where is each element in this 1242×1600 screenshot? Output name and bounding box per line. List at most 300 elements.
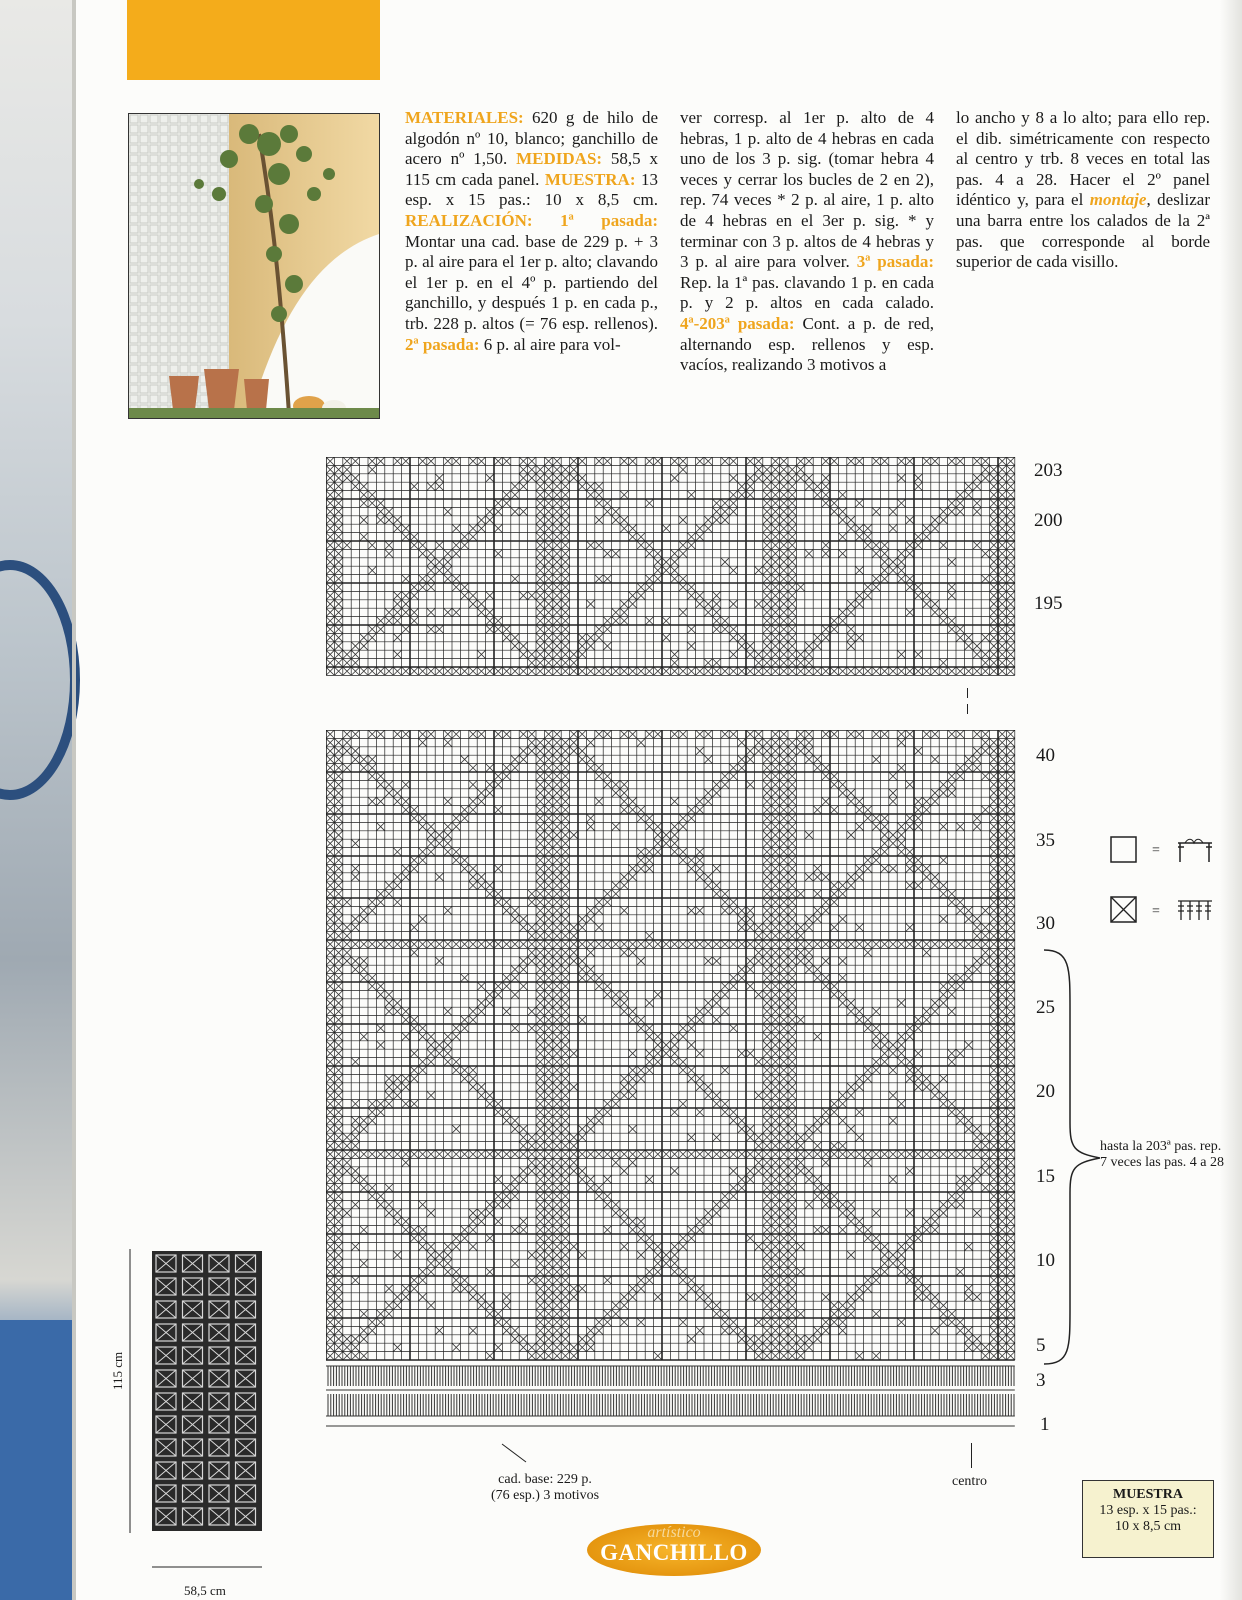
filled-cell bbox=[536, 1049, 544, 1057]
filled-cell bbox=[939, 1310, 947, 1318]
filled-cell bbox=[561, 1343, 569, 1351]
filled-cell bbox=[460, 1276, 468, 1284]
filled-cell bbox=[670, 848, 678, 856]
filled-cell bbox=[326, 806, 334, 814]
filled-cell bbox=[973, 667, 981, 675]
filled-cell bbox=[855, 600, 863, 608]
filled-cell bbox=[561, 1293, 569, 1301]
filled-cell bbox=[704, 999, 712, 1007]
filled-cell bbox=[418, 1226, 426, 1234]
filled-cell bbox=[780, 1268, 788, 1276]
filled-cell bbox=[502, 772, 510, 780]
filled-cell bbox=[393, 730, 401, 738]
filled-cell bbox=[410, 667, 418, 675]
filled-cell bbox=[561, 650, 569, 658]
filled-cell bbox=[847, 1310, 855, 1318]
filled-cell bbox=[729, 1167, 737, 1175]
filled-cell bbox=[914, 474, 922, 482]
filled-cell bbox=[780, 1318, 788, 1326]
filled-cell bbox=[721, 890, 729, 898]
filled-cell bbox=[763, 541, 771, 549]
filled-cell bbox=[578, 633, 586, 641]
filled-cell bbox=[494, 730, 502, 738]
filled-cell bbox=[578, 482, 586, 490]
filled-cell bbox=[948, 1007, 956, 1015]
filled-cell bbox=[326, 848, 334, 856]
filled-cell bbox=[536, 932, 544, 940]
filled-cell bbox=[813, 1032, 821, 1040]
filled-cell bbox=[519, 474, 527, 482]
filled-cell bbox=[788, 764, 796, 772]
filled-cell bbox=[553, 898, 561, 906]
filled-cell bbox=[1006, 881, 1014, 889]
filled-cell bbox=[544, 1007, 552, 1015]
filled-cell bbox=[343, 1335, 351, 1343]
filled-cell bbox=[998, 1200, 1006, 1208]
filled-cell bbox=[519, 1150, 527, 1158]
filled-cell bbox=[696, 1083, 704, 1091]
filled-cell bbox=[687, 1335, 695, 1343]
filled-cell bbox=[847, 1301, 855, 1309]
filled-cell bbox=[939, 940, 947, 948]
filled-cell bbox=[838, 780, 846, 788]
filled-cell bbox=[360, 940, 368, 948]
filled-cell bbox=[351, 482, 359, 490]
filled-cell bbox=[796, 1150, 804, 1158]
filled-cell bbox=[612, 608, 620, 616]
filled-cell bbox=[1006, 1100, 1014, 1108]
filled-cell bbox=[326, 1167, 334, 1175]
centro-label: centro bbox=[952, 1474, 987, 1489]
filled-cell bbox=[679, 940, 687, 948]
filled-cell bbox=[990, 923, 998, 931]
filled-cell bbox=[334, 1158, 342, 1166]
filled-cell bbox=[897, 999, 905, 1007]
filled-cell bbox=[939, 990, 947, 998]
filled-cell bbox=[553, 1074, 561, 1082]
filled-cell bbox=[444, 1268, 452, 1276]
filled-cell bbox=[1006, 1016, 1014, 1024]
filled-cell bbox=[712, 881, 720, 889]
filled-cell bbox=[771, 1142, 779, 1150]
filled-cell bbox=[536, 848, 544, 856]
filled-cell bbox=[763, 806, 771, 814]
filled-cell bbox=[486, 890, 494, 898]
filled-cell bbox=[519, 457, 527, 465]
filled-cell bbox=[402, 524, 410, 532]
filled-cell bbox=[376, 1108, 384, 1116]
filled-cell bbox=[990, 1352, 998, 1360]
filled-cell bbox=[536, 608, 544, 616]
filled-cell bbox=[528, 957, 536, 965]
filled-cell bbox=[872, 1066, 880, 1074]
filled-cell bbox=[956, 1108, 964, 1116]
filled-cell bbox=[813, 965, 821, 973]
filled-cell bbox=[603, 982, 611, 990]
base-chain-note-2: (76 esp.) 3 motivos bbox=[490, 1488, 600, 1503]
filled-cell bbox=[990, 932, 998, 940]
filled-cell bbox=[628, 873, 636, 881]
filled-cell bbox=[704, 1293, 712, 1301]
filled-cell bbox=[326, 772, 334, 780]
filled-cell bbox=[544, 730, 552, 738]
filled-cell bbox=[780, 1133, 788, 1141]
filled-cell bbox=[771, 465, 779, 473]
filled-cell bbox=[460, 1024, 468, 1032]
filled-cell bbox=[561, 856, 569, 864]
filled-cell bbox=[511, 990, 519, 998]
filled-cell bbox=[393, 881, 401, 889]
filled-cell bbox=[561, 923, 569, 931]
filled-cell bbox=[830, 1310, 838, 1318]
filled-cell bbox=[670, 650, 678, 658]
filled-cell bbox=[326, 822, 334, 830]
filled-cell bbox=[612, 667, 620, 675]
filled-cell bbox=[444, 940, 452, 948]
filled-cell bbox=[528, 1276, 536, 1284]
filled-cell bbox=[469, 1150, 477, 1158]
filled-cell bbox=[763, 990, 771, 998]
filled-cell bbox=[780, 600, 788, 608]
filled-cell bbox=[746, 755, 754, 763]
filled-cell bbox=[763, 1049, 771, 1057]
filled-cell bbox=[931, 730, 939, 738]
filled-cell bbox=[906, 575, 914, 583]
filled-cell bbox=[780, 1209, 788, 1217]
filled-cell bbox=[561, 1049, 569, 1057]
filled-cell bbox=[477, 1217, 485, 1225]
filled-cell bbox=[990, 541, 998, 549]
filled-cell bbox=[519, 982, 527, 990]
filled-cell bbox=[763, 1326, 771, 1334]
filled-cell bbox=[410, 1066, 418, 1074]
filled-cell bbox=[351, 659, 359, 667]
filled-cell bbox=[561, 881, 569, 889]
filled-cell bbox=[771, 499, 779, 507]
filled-cell bbox=[444, 575, 452, 583]
filled-cell bbox=[326, 659, 334, 667]
filled-cell bbox=[780, 1066, 788, 1074]
filled-cell bbox=[864, 948, 872, 956]
filled-cell bbox=[956, 730, 964, 738]
filled-cell bbox=[561, 1074, 569, 1082]
filled-cell bbox=[990, 1318, 998, 1326]
filled-cell bbox=[712, 1091, 720, 1099]
filled-cell bbox=[410, 608, 418, 616]
schematic-width-label: 58,5 cm bbox=[184, 1583, 226, 1598]
filled-cell bbox=[494, 864, 502, 872]
filled-cell bbox=[788, 659, 796, 667]
filled-cell bbox=[729, 499, 737, 507]
filled-cell bbox=[998, 1234, 1006, 1242]
filled-cell bbox=[368, 772, 376, 780]
filled-cell bbox=[544, 608, 552, 616]
filled-cell bbox=[948, 890, 956, 898]
filled-cell bbox=[544, 1251, 552, 1259]
filled-cell bbox=[334, 1301, 342, 1309]
filled-cell bbox=[628, 730, 636, 738]
filled-cell bbox=[334, 990, 342, 998]
filled-cell bbox=[469, 780, 477, 788]
filled-cell bbox=[536, 839, 544, 847]
filled-cell bbox=[511, 1125, 519, 1133]
filled-cell bbox=[721, 780, 729, 788]
filled-cell bbox=[536, 856, 544, 864]
filled-cell bbox=[872, 730, 880, 738]
filled-cell bbox=[393, 940, 401, 948]
filled-cell bbox=[326, 499, 334, 507]
filled-cell bbox=[754, 600, 762, 608]
filled-cell bbox=[637, 806, 645, 814]
filled-cell bbox=[990, 1310, 998, 1318]
filled-cell bbox=[486, 1091, 494, 1099]
filled-cell bbox=[326, 524, 334, 532]
filled-cell bbox=[679, 1024, 687, 1032]
filled-cell bbox=[763, 1284, 771, 1292]
filled-cell bbox=[1006, 1259, 1014, 1267]
filled-cell bbox=[872, 1352, 880, 1360]
filled-cell bbox=[570, 1343, 578, 1351]
filled-cell bbox=[637, 1276, 645, 1284]
filled-cell bbox=[570, 948, 578, 956]
filled-cell bbox=[544, 932, 552, 940]
filled-cell bbox=[536, 1217, 544, 1225]
filled-cell bbox=[544, 957, 552, 965]
filled-cell bbox=[553, 965, 561, 973]
filled-cell bbox=[544, 822, 552, 830]
filled-cell bbox=[838, 516, 846, 524]
filled-cell bbox=[1006, 923, 1014, 931]
filled-cell bbox=[780, 1234, 788, 1242]
filled-cell bbox=[1006, 831, 1014, 839]
filled-cell bbox=[780, 507, 788, 515]
filled-cell bbox=[780, 839, 788, 847]
filled-cell bbox=[553, 915, 561, 923]
filled-cell bbox=[704, 1150, 712, 1158]
filled-cell bbox=[628, 1074, 636, 1082]
filled-cell bbox=[351, 457, 359, 465]
filled-cell bbox=[864, 591, 872, 599]
filled-cell bbox=[696, 1293, 704, 1301]
filled-cell bbox=[553, 1284, 561, 1292]
filled-cell bbox=[763, 1200, 771, 1208]
filled-cell bbox=[805, 755, 813, 763]
filled-cell bbox=[544, 755, 552, 763]
filled-cell bbox=[981, 667, 989, 675]
filled-cell bbox=[360, 1310, 368, 1318]
filled-cell bbox=[326, 730, 334, 738]
filled-cell bbox=[771, 797, 779, 805]
filled-cell bbox=[334, 957, 342, 965]
filled-cell bbox=[603, 507, 611, 515]
filled-cell bbox=[754, 1352, 762, 1360]
filled-cell bbox=[544, 1049, 552, 1057]
repeat-brace bbox=[1040, 948, 1100, 1368]
filled-cell bbox=[796, 1142, 804, 1150]
filled-cell bbox=[990, 1032, 998, 1040]
filled-cell bbox=[553, 772, 561, 780]
filled-cell bbox=[981, 948, 989, 956]
filled-cell bbox=[1006, 583, 1014, 591]
filled-cell bbox=[788, 1251, 796, 1259]
filled-cell bbox=[570, 1142, 578, 1150]
filled-cell bbox=[1006, 898, 1014, 906]
filled-cell bbox=[788, 940, 796, 948]
filled-cell bbox=[360, 1150, 368, 1158]
filled-cell bbox=[595, 1108, 603, 1116]
filled-cell bbox=[486, 516, 494, 524]
filled-cell bbox=[687, 1133, 695, 1141]
gauge-line-2: 10 x 8,5 cm bbox=[1114, 1519, 1182, 1534]
filled-cell bbox=[721, 730, 729, 738]
filled-cell bbox=[435, 1251, 443, 1259]
filled-cell bbox=[763, 1100, 771, 1108]
filled-cell bbox=[561, 999, 569, 1007]
filled-cell bbox=[536, 617, 544, 625]
filled-cell bbox=[519, 1343, 527, 1351]
filled-cell bbox=[906, 1150, 914, 1158]
filled-cell bbox=[679, 1268, 687, 1276]
filled-cell bbox=[586, 738, 594, 746]
filled-cell bbox=[788, 667, 796, 675]
filled-cell bbox=[536, 499, 544, 507]
filled-cell bbox=[427, 558, 435, 566]
filled-cell bbox=[855, 1074, 863, 1082]
filled-cell bbox=[544, 1116, 552, 1124]
filled-cell bbox=[796, 730, 804, 738]
filled-cell bbox=[544, 1167, 552, 1175]
filled-cell bbox=[486, 990, 494, 998]
filled-cell bbox=[696, 1108, 704, 1116]
filled-cell bbox=[477, 730, 485, 738]
filled-cell bbox=[990, 898, 998, 906]
filled-cell bbox=[990, 1116, 998, 1124]
filled-cell bbox=[822, 730, 830, 738]
filled-cell bbox=[637, 1016, 645, 1024]
filled-cell bbox=[687, 864, 695, 872]
filled-cell bbox=[990, 1167, 998, 1175]
filled-cell bbox=[822, 940, 830, 948]
filled-cell bbox=[334, 1024, 342, 1032]
filled-cell bbox=[452, 457, 460, 465]
filled-cell bbox=[561, 831, 569, 839]
filled-cell bbox=[326, 1326, 334, 1334]
filled-cell bbox=[334, 1352, 342, 1360]
filled-cell bbox=[897, 1041, 905, 1049]
filled-cell bbox=[553, 1335, 561, 1343]
filled-cell bbox=[561, 797, 569, 805]
filled-cell bbox=[796, 957, 804, 965]
filled-cell bbox=[528, 1133, 536, 1141]
filled-cell bbox=[1006, 948, 1014, 956]
filled-cell bbox=[620, 1217, 628, 1225]
filled-cell bbox=[788, 516, 796, 524]
filled-cell bbox=[780, 482, 788, 490]
filled-cell bbox=[360, 642, 368, 650]
filled-cell bbox=[914, 1276, 922, 1284]
schematic-panel bbox=[152, 1251, 262, 1531]
filled-cell bbox=[334, 1200, 342, 1208]
filled-cell bbox=[435, 831, 443, 839]
filled-cell bbox=[948, 1058, 956, 1066]
filled-cell bbox=[494, 1318, 502, 1326]
filled-cell bbox=[670, 457, 678, 465]
filled-cell bbox=[553, 1066, 561, 1074]
filled-cell bbox=[511, 1226, 519, 1234]
filled-cell bbox=[990, 633, 998, 641]
filled-cell bbox=[754, 457, 762, 465]
filled-cell bbox=[990, 465, 998, 473]
filled-cell bbox=[334, 965, 342, 973]
filled-cell bbox=[603, 1226, 611, 1234]
filled-cell bbox=[738, 974, 746, 982]
filled-cell bbox=[990, 1074, 998, 1082]
filled-cell bbox=[469, 1217, 477, 1225]
filled-cell bbox=[368, 906, 376, 914]
filled-cell bbox=[536, 1158, 544, 1166]
filled-cell bbox=[561, 608, 569, 616]
filled-cell bbox=[528, 948, 536, 956]
filled-cell bbox=[662, 831, 670, 839]
filled-cell bbox=[990, 957, 998, 965]
filled-cell bbox=[343, 1158, 351, 1166]
filled-cell bbox=[780, 516, 788, 524]
filled-cell bbox=[326, 507, 334, 515]
filled-cell bbox=[788, 738, 796, 746]
filled-cell bbox=[704, 755, 712, 763]
filled-cell bbox=[553, 524, 561, 532]
filled-cell bbox=[712, 1209, 720, 1217]
filled-cell bbox=[536, 1116, 544, 1124]
filled-cell bbox=[796, 1242, 804, 1250]
filled-cell bbox=[771, 747, 779, 755]
filled-cell bbox=[418, 1242, 426, 1250]
filled-cell bbox=[561, 755, 569, 763]
filled-cell bbox=[326, 957, 334, 965]
filled-cell bbox=[780, 608, 788, 616]
filled-cell bbox=[830, 617, 838, 625]
filled-cell bbox=[796, 1310, 804, 1318]
filled-cell bbox=[334, 1310, 342, 1318]
filled-cell bbox=[704, 789, 712, 797]
filled-cell bbox=[990, 1066, 998, 1074]
filled-cell bbox=[780, 1016, 788, 1024]
filled-cell bbox=[561, 600, 569, 608]
filled-cell bbox=[780, 1024, 788, 1032]
filled-cell bbox=[956, 633, 964, 641]
filled-cell bbox=[788, 600, 796, 608]
filled-cell bbox=[939, 1209, 947, 1217]
filled-cell bbox=[444, 457, 452, 465]
filled-cell bbox=[847, 730, 855, 738]
filled-cell bbox=[1006, 1310, 1014, 1318]
filled-cell bbox=[964, 1184, 972, 1192]
filled-cell bbox=[553, 1310, 561, 1318]
filled-cell bbox=[998, 1335, 1006, 1343]
filled-cell bbox=[553, 650, 561, 658]
filled-cell bbox=[872, 541, 880, 549]
filled-cell bbox=[990, 864, 998, 872]
filled-cell bbox=[696, 873, 704, 881]
filled-cell bbox=[360, 755, 368, 763]
filled-cell bbox=[847, 633, 855, 641]
filled-cell bbox=[998, 864, 1006, 872]
filled-cell bbox=[393, 1217, 401, 1225]
filled-cell bbox=[788, 1276, 796, 1284]
filled-cell bbox=[813, 915, 821, 923]
filled-cell bbox=[326, 814, 334, 822]
filled-cell bbox=[553, 642, 561, 650]
